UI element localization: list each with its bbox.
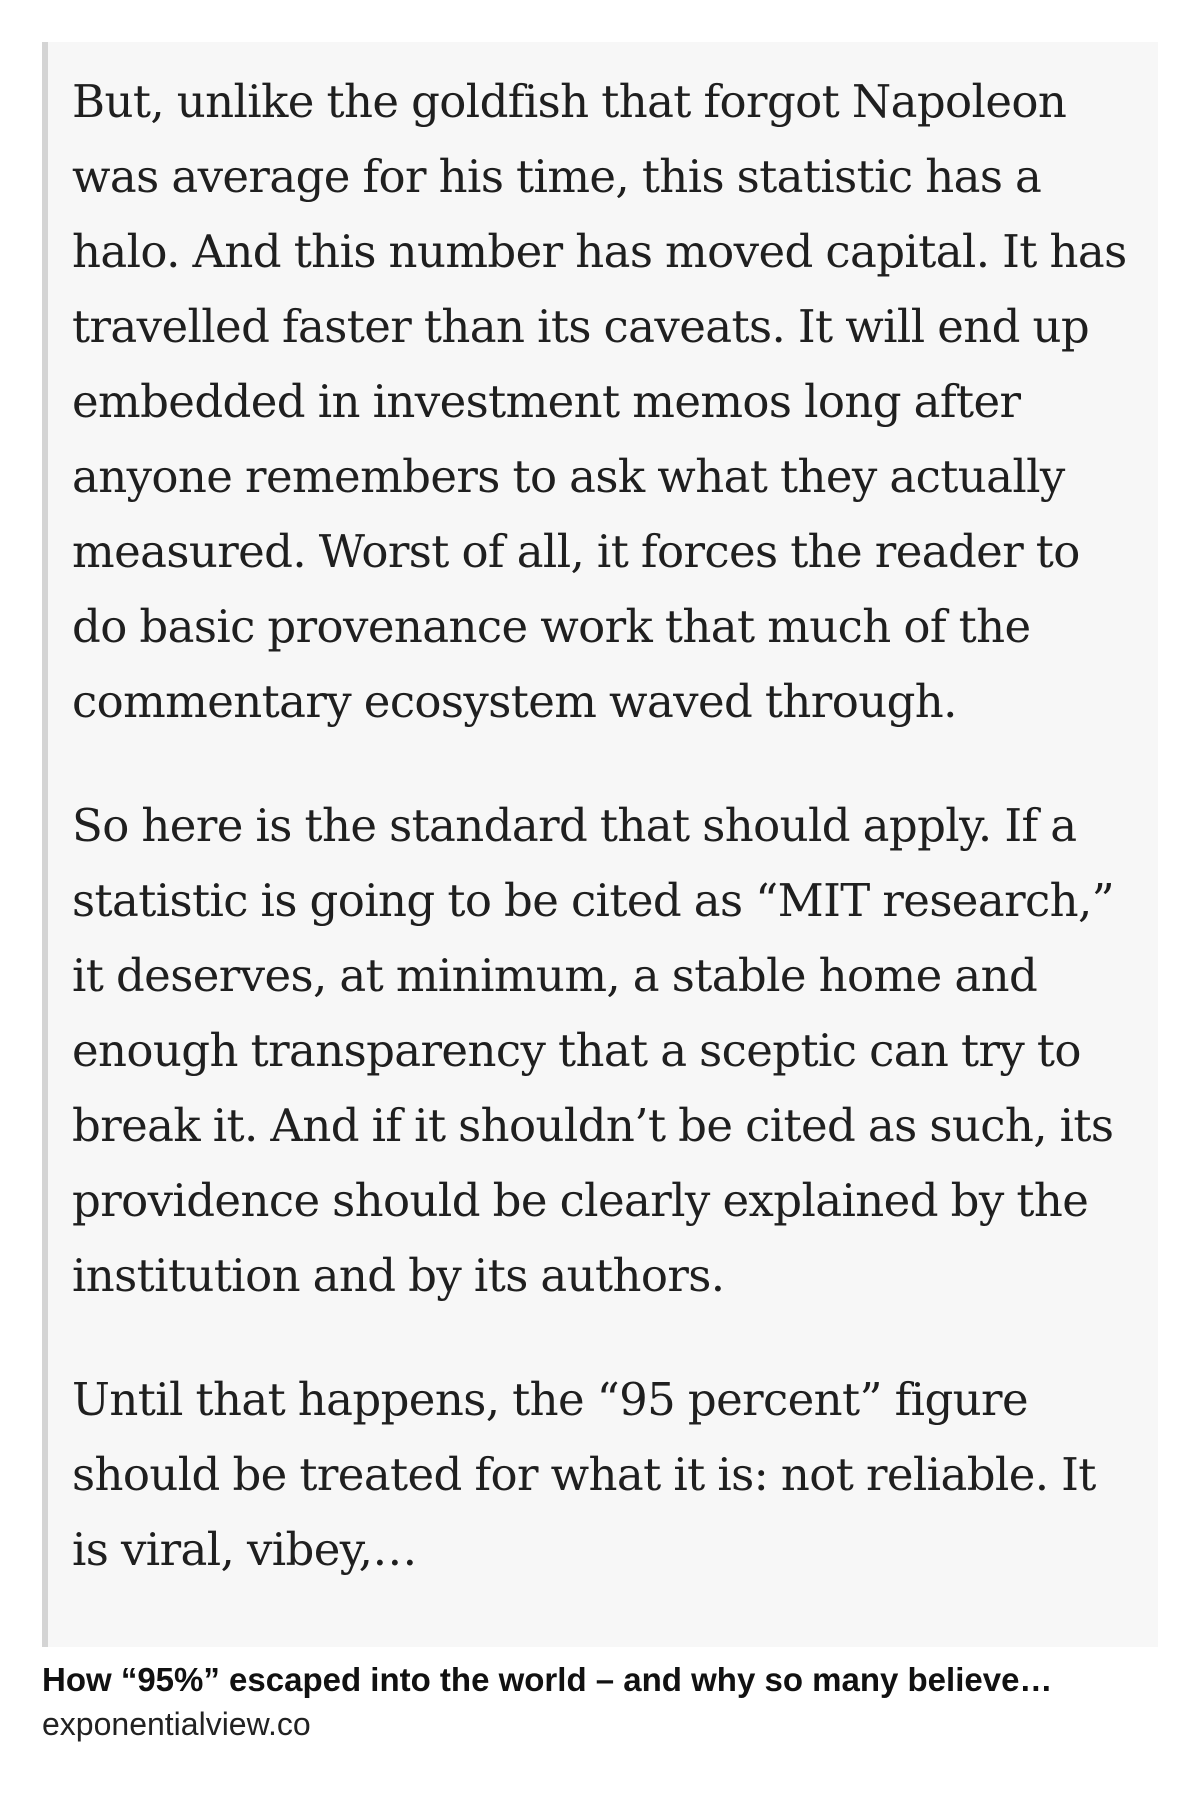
link-preview[interactable] [42, 1658, 1158, 1746]
link-preview-domain: exponentialview.co [42, 1706, 311, 1742]
link-preview-title[interactable]: How “95%” escaped into the world – and why so many believe… [42, 1661, 1053, 1698]
quote-paragraph: So here is the standard that should apply. If a statistic is going to be cited as “MIT research,” it deserves, at minimum, a stable home and enough transparency that a sceptic can try to break it. And if it shouldn’t be cited as such, its providence should be clearly explained by the institution and by its authors. [72, 799, 1115, 1302]
quoted-article-excerpt[interactable] [42, 42, 1158, 1647]
quote-paragraph: Until that happens, the “95 percent” figure should be treated for what it is: not reliable. It is viral, vibey,… [72, 1373, 1096, 1576]
quote-paragraph: But, unlike the goldfish that forgot Napoleon was average for his time, this statistic has a halo. And this number has moved capital. It has travelled faster than its caveats. It will end up embedded in investment memos long after anyone remembers to ask what they actually measured. Worst of all, it forces the reader to do basic provenance work that much of the commentary ecosystem waved through. [72, 75, 1127, 728]
